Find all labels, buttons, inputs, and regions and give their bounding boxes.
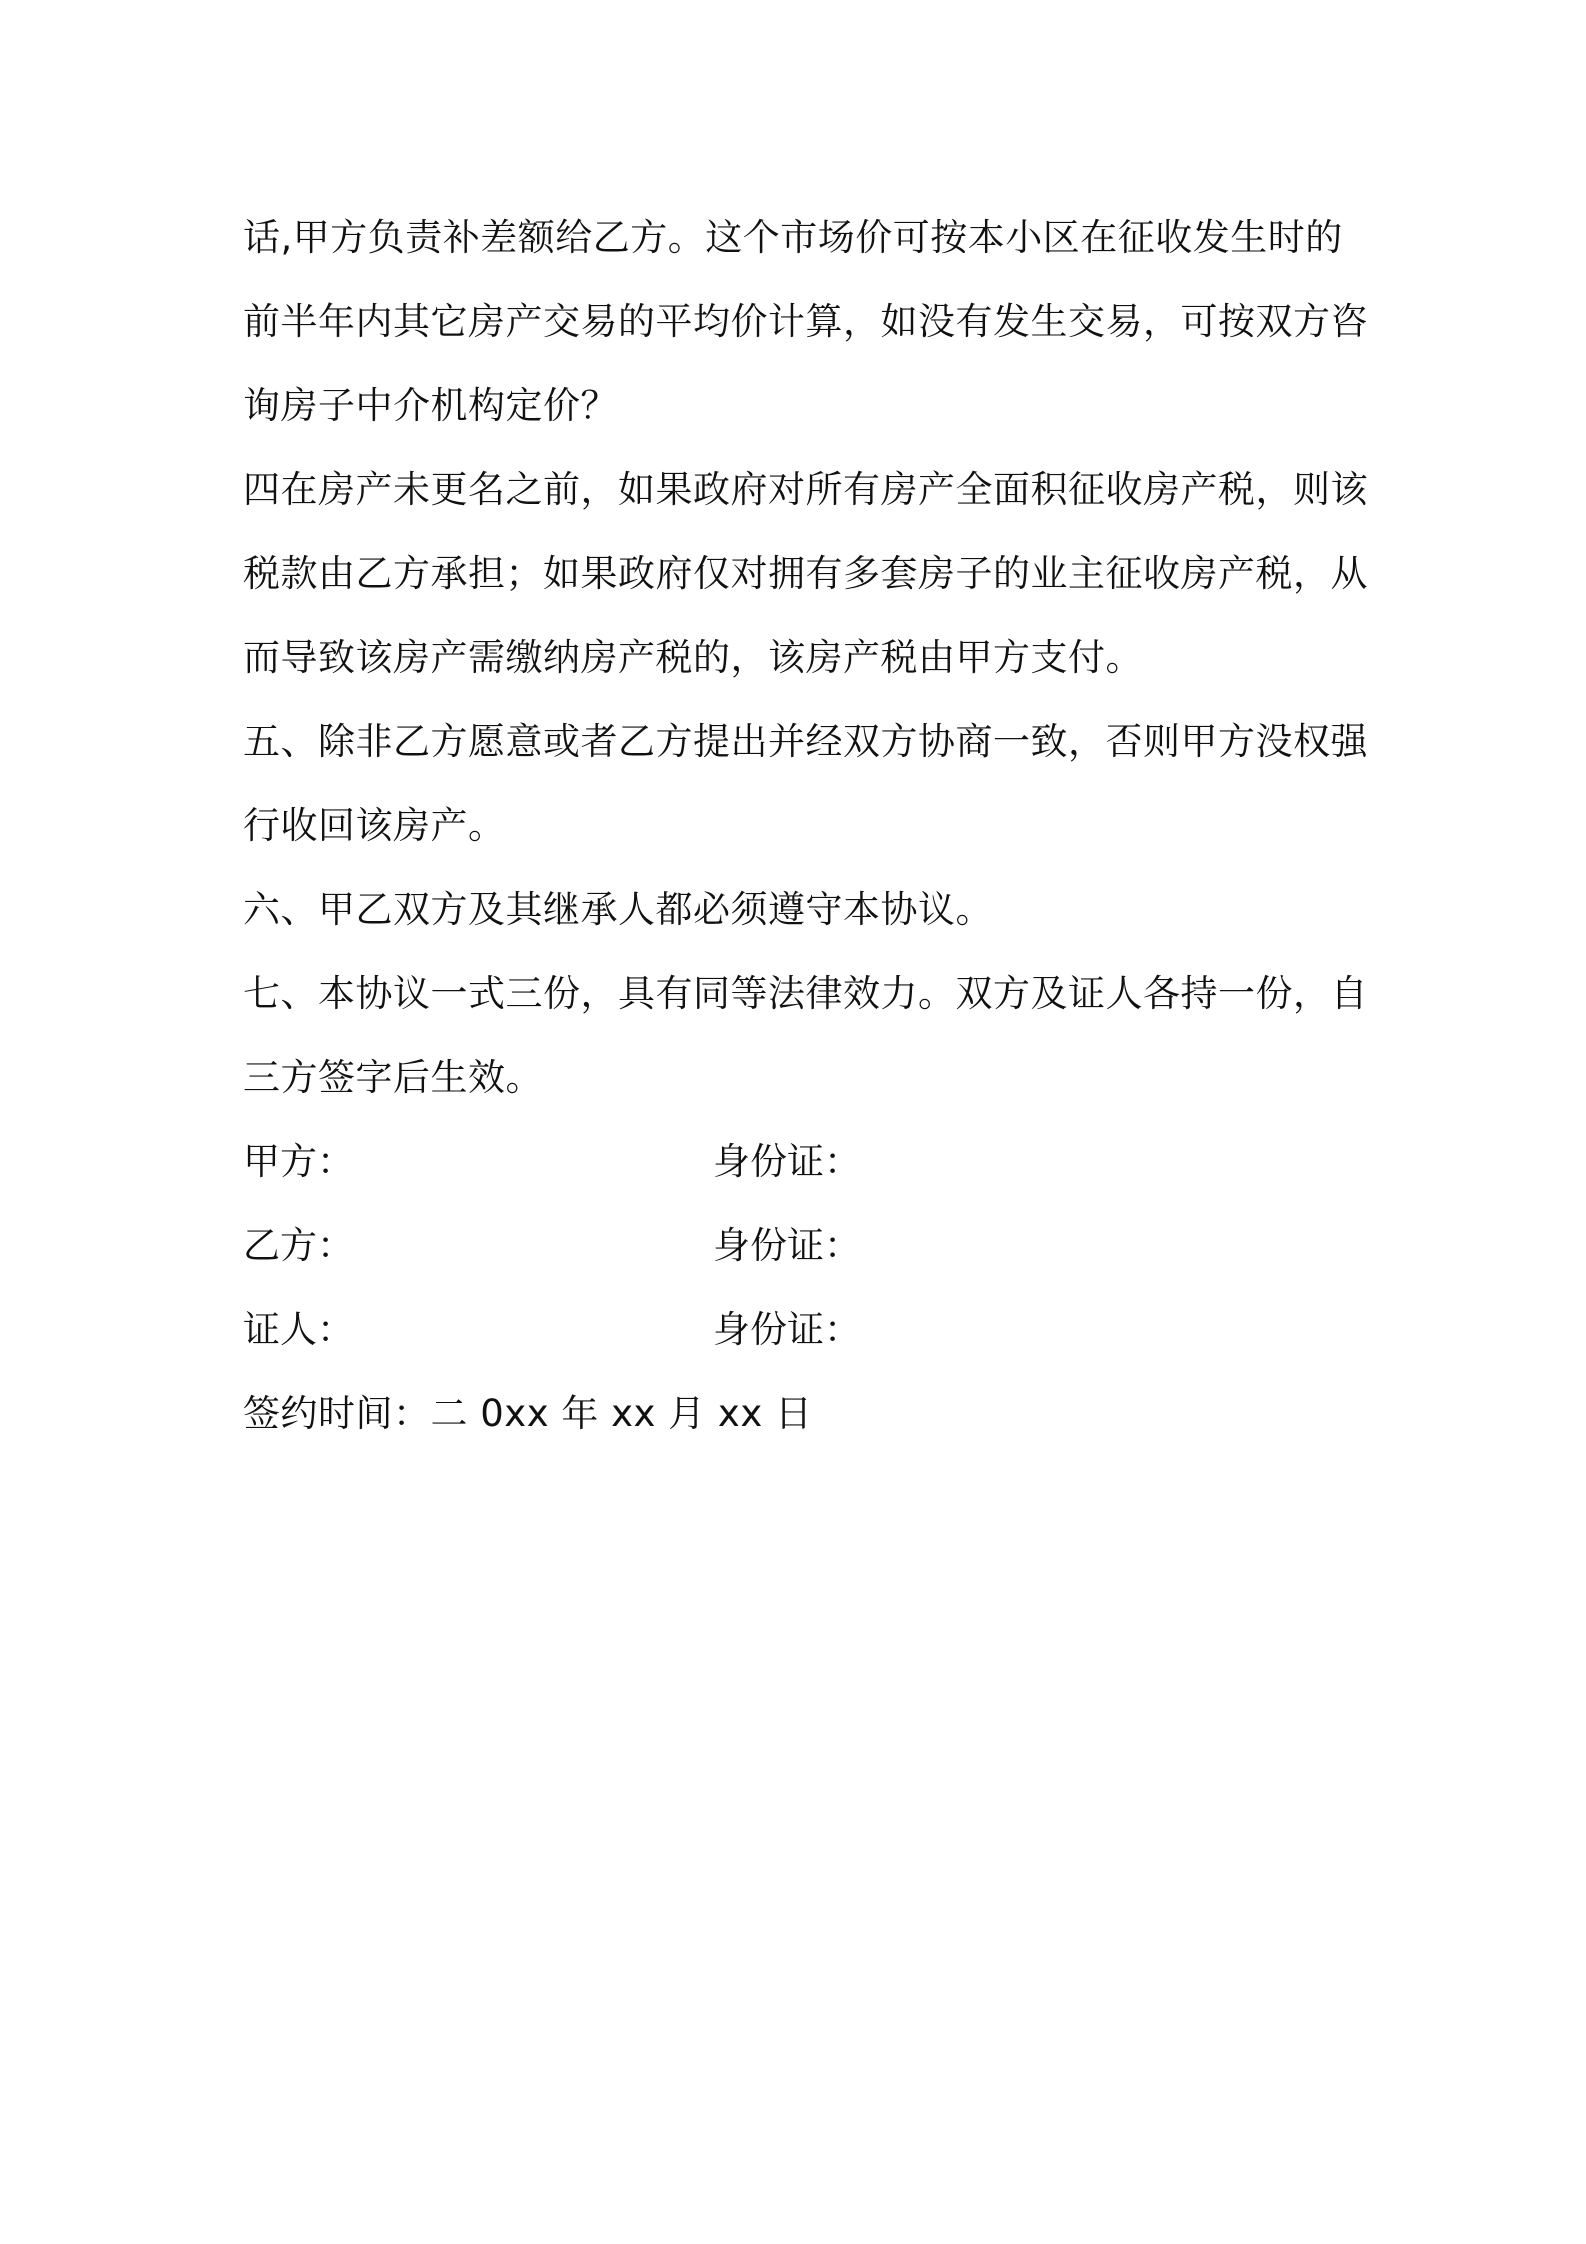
- signature-row-witness: [243, 1288, 1353, 1372]
- document-body: [243, 196, 1368, 1456]
- signature-row-party-a: [243, 1120, 1353, 1204]
- party-a-id-label: 身份证：: [713, 1140, 861, 1183]
- paragraph-line: 询房子中介机构定价？: [243, 384, 618, 427]
- paragraph-line: 行收回该房产。: [243, 804, 506, 847]
- party-a-label: 甲方：: [243, 1140, 354, 1183]
- paragraph-line: 四在房产未更名之前，如果政府对所有房产全面积征收房产税，则该: [243, 468, 1368, 511]
- paragraph-line: 五、除非乙方愿意或者乙方提出并经双方协商一致，否则甲方没权强: [243, 720, 1368, 763]
- party-b-label: 乙方：: [243, 1224, 354, 1267]
- paragraph-line: 税款由乙方承担；如果政府仅对拥有多套房子的业主征收房产税，从: [243, 552, 1368, 595]
- paragraph-line: 六、甲乙双方及其继承人都必须遵守本协议。: [243, 888, 993, 931]
- witness-label: 证人：: [243, 1308, 354, 1351]
- party-b-id-label: 身份证：: [713, 1224, 861, 1267]
- paragraph-line: 七、本协议一式三份，具有同等法律效力。双方及证人各持一份，自: [243, 972, 1368, 1015]
- signing-date-line: 签约时间：二 0xx 年 xx 月 xx 日: [243, 1392, 813, 1435]
- paragraph-line: 三方签字后生效。: [243, 1056, 543, 1099]
- signature-row-party-b: [243, 1204, 1353, 1288]
- paragraph-line: 话,甲方负责补差额给乙方。这个市场价可按本小区在征收发生时的: [243, 216, 1343, 259]
- witness-id-label: 身份证：: [713, 1308, 861, 1351]
- paragraph-line: 而导致该房产需缴纳房产税的，该房产税由甲方支付。: [243, 636, 1143, 679]
- paragraph-line: 前半年内其它房产交易的平均价计算，如没有发生交易，可按双方咨: [243, 300, 1368, 343]
